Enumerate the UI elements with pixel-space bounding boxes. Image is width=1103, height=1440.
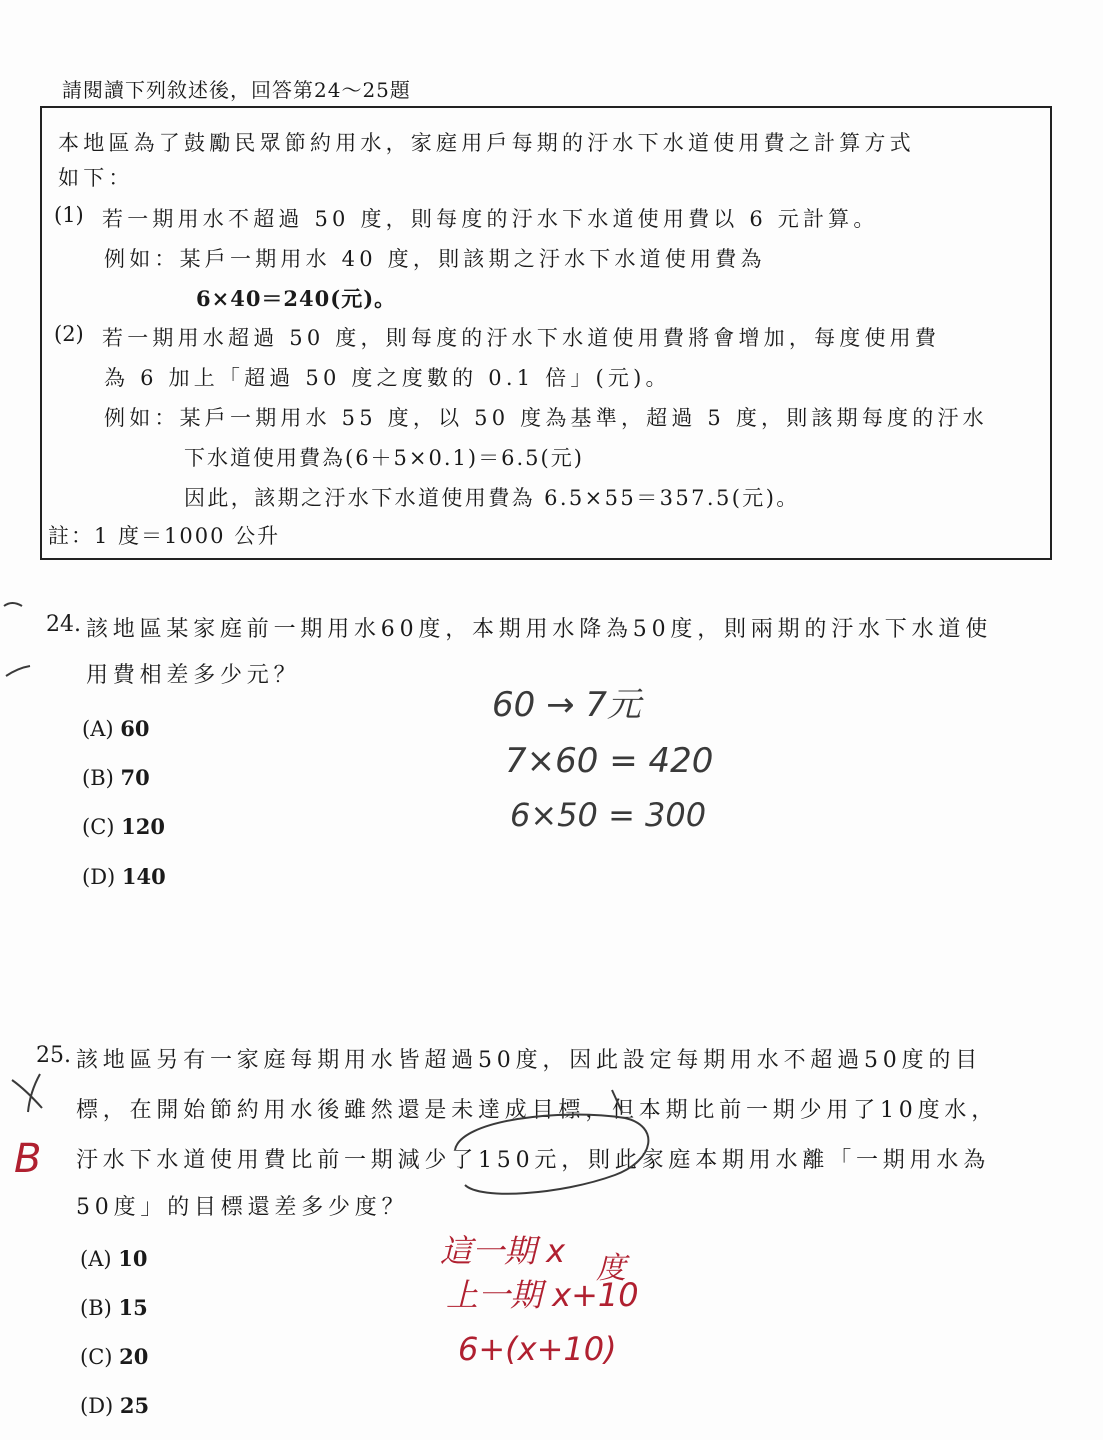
- rule-1-text: 若一期用水不超過 50 度，則每度的汙水下水道使用費以 6 元計算。: [102, 207, 879, 231]
- q25-option-b[interactable]: (B) 15: [80, 1295, 148, 1320]
- q25-option-a[interactable]: (A) 10: [80, 1246, 148, 1271]
- margin-pencil-mark: [28, 1074, 40, 1112]
- red-note-25-unit: 度: [596, 1251, 626, 1286]
- red-note-25-3: 6+(x+10): [458, 1330, 617, 1368]
- pencil-note-24-1: 60 → 7元: [492, 685, 641, 725]
- q24-option-c[interactable]: (C) 120: [82, 814, 165, 839]
- margin-pencil-mark: [12, 1080, 42, 1108]
- rule-1-number: (1): [54, 203, 84, 227]
- rule-2-number: (2): [54, 322, 84, 346]
- question-25-text: 該地區另有一家庭每期用水皆超過50度，因此設定每期用水不超過50度的目: [76, 1048, 982, 1073]
- question-25-text: 50度」的目標還差多少度？: [76, 1195, 409, 1220]
- rule-2-example: 例如：某戶一期用水 55 度，以 50 度為基準，超過 5 度，則該期每度的汙水: [104, 406, 988, 430]
- question-25-number: 25.: [36, 1043, 71, 1068]
- margin-pencil-mark: [4, 603, 22, 606]
- q24-option-a[interactable]: (A) 60: [82, 716, 150, 741]
- rule-2-text: 若一期用水超過 50 度，則每度的汙水下水道使用費將會增加，每度使用費: [102, 326, 941, 350]
- rule-2-example: 下水道使用費為(6＋5×0.1)＝6.5(元): [184, 446, 584, 470]
- red-note-25-1: 這一期 x: [440, 1232, 566, 1270]
- question-25-text: 標，在開始節約用水後雖然還是未達成目標，但本期比前一期少用了10度水，: [76, 1098, 998, 1123]
- pencil-note-24-3: 6×50 = 300: [510, 796, 707, 834]
- passage-note: 註：1 度＝1000 公升: [48, 524, 281, 548]
- question-24-number: 24.: [46, 612, 81, 637]
- rule-1-formula: 6×40＝240(元)。: [196, 286, 397, 311]
- pencil-tick: [612, 1090, 622, 1112]
- red-note-25-2: 上一期 x+10: [446, 1276, 639, 1314]
- rule-1-example: 例如：某戶一期用水 40 度，則該期之汙水下水道使用費為: [104, 247, 766, 271]
- passage-line: 本地區為了鼓勵民眾節約用水，家庭用戶每期的汙水下水道使用費之計算方式: [58, 131, 915, 155]
- margin-pencil-mark: [6, 666, 30, 676]
- passage-intro: 請閱讀下列敘述後，回答第24～25題: [62, 78, 411, 102]
- q24-option-b[interactable]: (B) 70: [82, 765, 150, 790]
- circled-text-mark: [455, 1115, 648, 1194]
- q24-option-d[interactable]: (D) 140: [82, 864, 166, 889]
- passage-line: 如下：: [58, 166, 134, 190]
- margin-answer-mark: B: [14, 1136, 42, 1182]
- question-25-text: 汙水下水道使用費比前一期減少了150元，則此家庭本期用水離「一期用水為: [76, 1148, 990, 1173]
- question-24-text: 用費相差多少元？: [86, 663, 301, 688]
- q25-option-c[interactable]: (C) 20: [80, 1344, 149, 1369]
- rule-2-text: 為 6 加上「超過 50 度之度數的 0.1 倍」(元)。: [104, 366, 671, 390]
- rule-2-example: 因此，該期之汙水下水道使用費為 6.5×55＝357.5(元)。: [184, 486, 800, 510]
- pencil-note-24-2: 7×60 = 420: [505, 741, 714, 781]
- question-24-text: 該地區某家庭前一期用水60度，本期用水降為50度，則兩期的汙水下水道使: [86, 617, 992, 642]
- q25-option-d[interactable]: (D) 25: [80, 1393, 150, 1418]
